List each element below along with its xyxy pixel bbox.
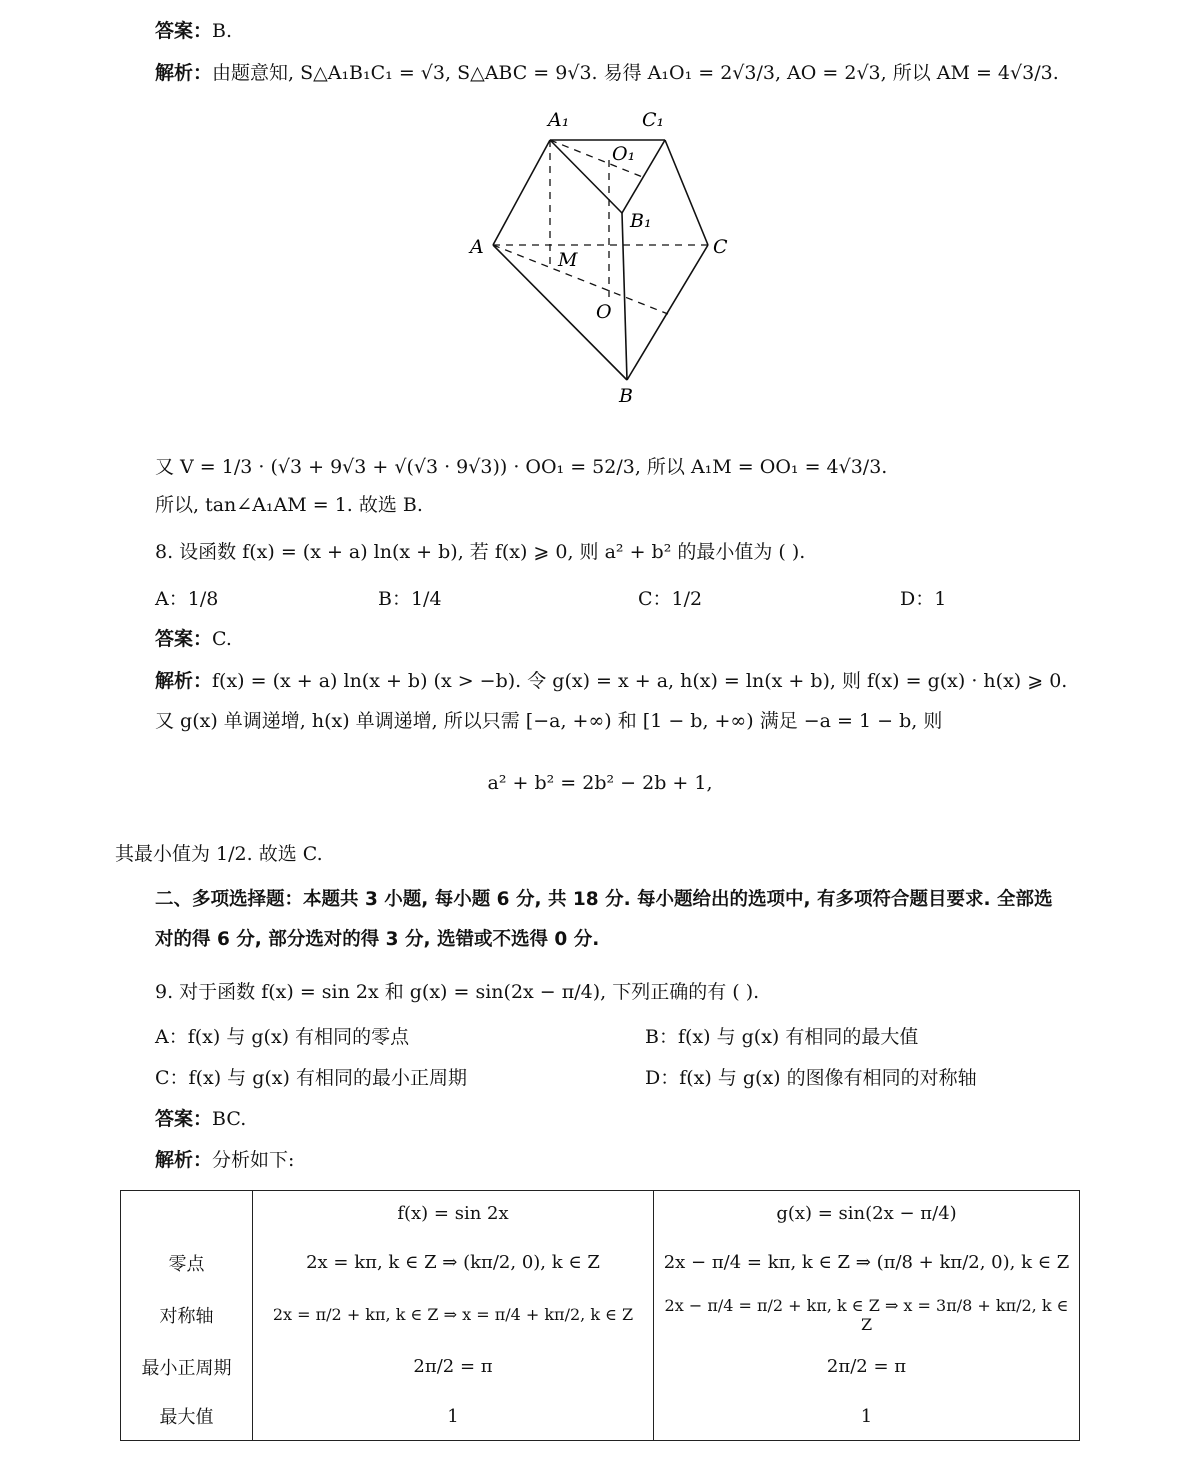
label-B1: B₁ (630, 210, 652, 232)
q9-analysis (155, 1145, 294, 1172)
analysis-text: 分析如下: (212, 1149, 295, 1171)
option-text: f(x) 与 g(x) 有相同的零点 (187, 1026, 410, 1048)
q9-answer (155, 1104, 246, 1131)
option-label: C： (638, 588, 672, 610)
label-C1: C₁ (642, 109, 665, 131)
table-cell: 2π/2 = π (253, 1341, 654, 1393)
option-label: A： (155, 588, 188, 610)
table-cell: 对称轴 (121, 1289, 253, 1341)
table-cell: 1 (253, 1393, 654, 1441)
option-text: f(x) 与 g(x) 有相同的最大值 (677, 1026, 919, 1048)
label-A1: A₁ (548, 109, 570, 131)
q7-answer (155, 16, 232, 43)
q8-display-equation: a² + b² = 2b² − 2b + 1, (487, 772, 713, 794)
q9-option-c (155, 1063, 467, 1090)
table-row (121, 1393, 1080, 1441)
answer-value: BC. (212, 1108, 247, 1130)
q7-volume: 又 V = 1/3 · (√3 + 9√3 + √(√3 · 9√3)) · OO₁ = 52/3, 所以 A₁M = OO₁ = 4√3/3. (155, 456, 888, 478)
analysis-table (120, 1190, 1080, 1441)
option-value: 1/2 (671, 588, 703, 610)
q7-analysis (155, 58, 1059, 85)
table-cell: 1 (860, 1405, 873, 1427)
q8-analysis-line2: 又 g(x) 单调递增, h(x) 单调递增, 所以只需 [−a, +∞) 和 [1 − b, +∞) 满足 −a = 1 − b, 则 (155, 710, 943, 732)
option-label: B： (378, 588, 411, 610)
q8-answer (155, 624, 232, 651)
option-label: C： (155, 1067, 189, 1089)
analysis-label: 解析： (155, 62, 213, 84)
label-A: A (470, 236, 484, 258)
table-header-cell (121, 1191, 253, 1237)
q8-analysis (155, 666, 1067, 693)
table-cell: 2x = kπ, k ∈ Z ⇒ (kπ/2, 0), k ∈ Z (253, 1237, 654, 1289)
q9-option-a (155, 1022, 409, 1049)
table-cell: 2x − π/4 = π/2 + kπ, k ∈ Z ⇒ x = 3π/8 + kπ/2, k ∈ Z (664, 1295, 1069, 1334)
table-cell: 最大值 (121, 1393, 253, 1441)
table-cell: 2x − π/4 = kπ, k ∈ Z ⇒ (π/8 + kπ/2, 0), k ∈ Z (663, 1252, 1070, 1273)
answer-label: 答案： (155, 628, 213, 650)
label-O1: O₁ (612, 143, 636, 165)
option-label: D： (900, 588, 935, 610)
option-label: D： (645, 1067, 680, 1089)
option-value: 1/4 (410, 588, 442, 610)
answer-value: C. (212, 628, 232, 650)
table-header-cell: g(x) = sin(2x − π/4) (776, 1203, 957, 1225)
table-cell: 零点 (121, 1237, 253, 1289)
q7-conclusion: 所以, tan∠A₁AM = 1. 故选 B. (155, 494, 423, 516)
answer-label: 答案： (155, 20, 213, 42)
section-heading-line1: 二、多项选择题：本题共 3 小题, 每小题 6 分, 共 18 分. 每小题给出的选项中, 有多项符合题目要求. 全部选 (155, 889, 1053, 910)
section-heading-line2: 对的得 6 分, 部分选对的得 3 分, 选错或不选得 0 分. (155, 929, 600, 950)
q9-stem: 9. 对于函数 f(x) = sin 2x 和 g(x) = sin(2x − π/4), 下列正确的有 ( ). (155, 981, 760, 1003)
q8-option-a (155, 584, 218, 611)
frustum-figure (460, 105, 760, 410)
option-value: 1/8 (187, 588, 219, 610)
option-value: 1 (934, 588, 947, 610)
q8-option-d (900, 584, 946, 611)
q8-conclusion: 其最小值为 1/2. 故选 C. (115, 843, 323, 865)
table-row (121, 1289, 1080, 1341)
analysis-text: 由题意知, S△A₁B₁C₁ = √3, S△ABC = 9√3. 易得 A₁O₁ = 2√3/3, AO = 2√3, 所以 AM = 4√3/3. (212, 62, 1059, 84)
option-text: f(x) 与 g(x) 有相同的最小正周期 (188, 1067, 467, 1089)
label-O: O (596, 301, 612, 323)
q8-option-c (638, 584, 702, 611)
label-M: M (558, 249, 578, 271)
option-text: f(x) 与 g(x) 的图像有相同的对称轴 (679, 1067, 977, 1089)
analysis-label: 解析： (155, 670, 213, 692)
option-label: A： (155, 1026, 188, 1048)
q8-option-b (378, 584, 442, 611)
table-header-cell: f(x) = sin 2x (253, 1191, 654, 1237)
analysis-text: f(x) = (x + a) ln(x + b) (x > −b). 令 g(x) = x + a, h(x) = ln(x + b), 则 f(x) = g(x) · h(x) ⩾ 0. (212, 670, 1068, 692)
table-row (121, 1237, 1080, 1289)
q9-option-d (645, 1063, 977, 1090)
table-cell: 2x = π/2 + kπ, k ∈ Z ⇒ x = π/4 + kπ/2, k ∈ Z (253, 1289, 654, 1341)
answer-value: B. (212, 20, 233, 42)
q8-stem: 8. 设函数 f(x) = (x + a) ln(x + b), 若 f(x) ⩾ 0, 则 a² + b² 的最小值为 ( ). (155, 541, 806, 563)
option-label: B： (645, 1026, 678, 1048)
table-cell: 最小正周期 (121, 1341, 253, 1393)
label-C: C (713, 236, 728, 258)
answer-label: 答案： (155, 1108, 213, 1130)
label-B: B (619, 385, 633, 407)
analysis-label: 解析： (155, 1149, 213, 1171)
table-cell: 2π/2 = π (826, 1356, 907, 1377)
table-row (121, 1341, 1080, 1393)
q9-option-b (645, 1022, 918, 1049)
table-header-row (121, 1191, 1080, 1237)
